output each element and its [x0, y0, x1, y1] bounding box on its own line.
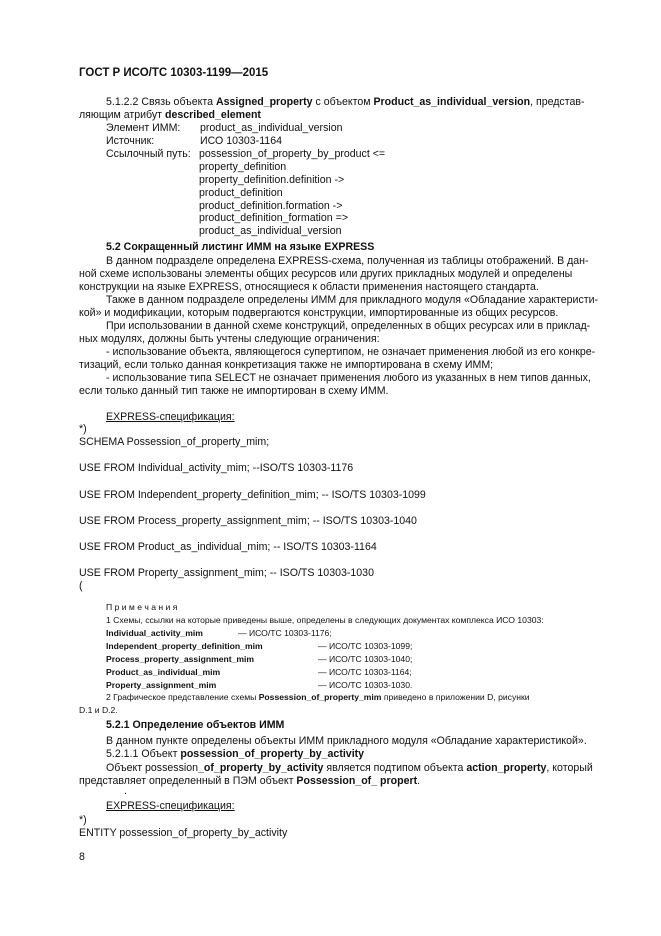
paragraph-line — [79, 775, 420, 788]
entity-name: Assigned_property — [216, 96, 313, 108]
text: 5.1.2.2 Связь объекта — [106, 96, 216, 108]
ref-doc: — ИСО/ТС 10303-1040; — [318, 654, 413, 664]
spec-label-text: EXPRESS-спецификация: — [106, 411, 235, 423]
ref-name: Product_as_individual_mim — [106, 667, 221, 677]
text: , который — [546, 762, 593, 774]
text: 5.2.1.1 Объект — [106, 748, 181, 760]
ref-doc: — ИСО/ТС 10303-1030. — [318, 680, 413, 690]
section-5-2-1-heading: 5.2.1 Определение объектов ИММ — [106, 719, 285, 731]
entity-name: action_property — [466, 762, 547, 774]
text: Объект possession — [106, 762, 199, 774]
ref-name: Property_assignment_mim — [106, 680, 217, 690]
note-1: 1 Схемы, ссылки на которые приведены выше, определены в следующих документах комплекса ИСО 10303: — [106, 615, 544, 625]
entity-name: Possession_of_ propert — [296, 775, 418, 787]
ref-doc: — ИСО/ТС 10303-1164; — [318, 667, 412, 677]
paragraph-line: конструкции на языке EXPRESS, относящиеся к области применения настоящего стандарта. — [79, 281, 539, 293]
path-label: Ссылочный путь: — [106, 148, 191, 160]
paragraph-line: При использовании в данной схеме конструкций, определенных в общих ресурсах или в приклад- — [106, 320, 591, 332]
path-line: possession_of_property_by_product <= — [199, 148, 386, 160]
paragraph-line: Также в данном подразделе определены ИММ для прикладного модуля «Обладание характеристи- — [106, 294, 599, 306]
path-line: property_definition — [199, 161, 287, 173]
text: 2 Графическое представление схемы — [106, 692, 259, 702]
express-spec-label — [106, 800, 235, 813]
subclause-5-2-1-1 — [106, 748, 364, 761]
express-spec-label — [106, 411, 235, 424]
use-from-line: USE FROM Independent_property_definition_mim; -- ISO/TS 10303-1099 — [79, 489, 426, 501]
ref-name: Independent_property_definition_mim — [106, 641, 263, 651]
entity-name: possession_of_property_by_activity — [180, 748, 365, 760]
bullet-line: - использование объекта, являющегося супертипом, не означает применения любой из его конкре- — [106, 346, 596, 358]
use-from-line: USE FROM Product_as_individual_mim; -- ISO/TS 10303-1164 — [79, 541, 377, 553]
entity-name: Product_as_individual_version — [373, 96, 531, 108]
stray-dot: . — [124, 785, 127, 797]
section-5-2-heading: 5.2 Сокращенный листинг ИММ на языке EXPRESS — [106, 241, 375, 253]
code-open: *) — [79, 814, 87, 826]
code-paren: ( — [79, 580, 83, 592]
ref-doc: — ИСО/ТС 10303-1099; — [318, 641, 413, 651]
text: ляющим атрибут — [79, 109, 165, 121]
ref-doc: — ИСО/ТС 10303-1176; — [238, 628, 332, 638]
code-open: *) — [79, 423, 87, 435]
text: , представ- — [530, 96, 585, 108]
text: с объектом — [312, 96, 374, 108]
text: представляет определенный в ПЭМ объект — [79, 775, 297, 787]
page-number: 8 — [79, 851, 85, 863]
paragraph-line: В данном пункте определены объекты ИММ прикладного модуля «Обладание характеристикой». — [106, 735, 587, 747]
document-header: ГОСТ Р ИСО/ТС 10303-1199—2015 — [79, 67, 269, 79]
bullet-line: если только данный тип также не импортирован в схему ИММ. — [79, 385, 389, 397]
paragraph-line: ной схеме использованы элементы общих ресурсов или других прикладных модулей и определены — [79, 268, 573, 280]
paragraph-line: ных модулях, должны быть учтены следующие ограничения: — [79, 333, 380, 345]
use-from-line: USE FROM Process_property_assignment_mim; -- ISO/TS 10303-1040 — [79, 515, 417, 527]
clause-5-1-2-2-line1 — [106, 96, 585, 109]
schema-name: Possession_of_property_mim — [258, 692, 382, 702]
entity-line: ENTITY possession_of_property_by_activity — [79, 827, 288, 839]
attribute-name: described_element — [164, 109, 261, 121]
schema-line: SCHEMA Possession_of_property_mim; — [79, 436, 270, 448]
notes-title: П р и м е ч а н и я — [106, 602, 178, 612]
source-label: Источник: — [106, 135, 155, 147]
paragraph-line: кой» и модификации, которым подвергаются конструкции, импортированные из общих ресурсов. — [79, 307, 559, 319]
spec-label-text: EXPRESS-спецификация: — [106, 800, 235, 812]
text: приведено в приложении D, рисунки — [381, 692, 530, 702]
elem-value: product_as_individual_version — [200, 122, 343, 134]
use-from-line: USE FROM Individual_activity_mim; --ISO/TS 10303-1176 — [79, 462, 354, 474]
elem-label: Элемент ИММ: — [106, 122, 181, 134]
ref-name: Process_property_assignment_mim — [106, 654, 255, 664]
path-line: product_definition.formation -> — [199, 200, 343, 212]
bullet-line: - использование типа SELECT не означает применения любого из указанных в нем типов данных, — [106, 372, 591, 384]
bullet-line: тизаций, если только данная конкретизация также не импортирована в схему ИММ; — [79, 359, 494, 371]
entity-name: _of_property_by_activity — [198, 762, 324, 774]
source-value: ИСО 10303-1164 — [200, 135, 282, 147]
path-line: product_as_individual_version — [199, 225, 342, 237]
use-from-line: USE FROM Property_assignment_mim; -- ISO/TS 10303-1030 — [79, 567, 374, 579]
path-line: property_definition.definition -> — [199, 174, 345, 186]
note-2 — [106, 692, 530, 703]
paragraph-line — [106, 762, 593, 775]
note-2-cont: D.1 и D.2. — [79, 705, 118, 715]
path-line: product_definition_formation => — [199, 212, 349, 224]
text: является подтипом объекта — [323, 762, 467, 774]
ref-name: Individual_activity_mim — [106, 628, 203, 638]
text: . — [417, 775, 421, 787]
paragraph-line: В данном подразделе определена EXPRESS-схема, полученная из таблицы отображений. В дан- — [106, 255, 589, 267]
path-line: product_definition — [199, 187, 283, 199]
clause-5-1-2-2-line2 — [79, 109, 261, 122]
